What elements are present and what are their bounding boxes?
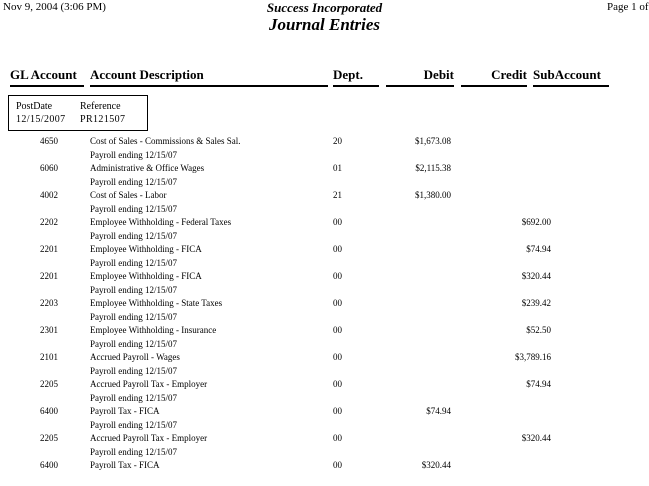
entry-account: 2203 <box>40 298 58 308</box>
entry-account: 2205 <box>40 433 58 443</box>
entry-dept: 01 <box>333 163 342 173</box>
entry-description: Employee Withholding - Federal Taxes <box>90 217 232 227</box>
reference-value: PR121507 <box>80 114 126 125</box>
journal-entry-row <box>0 405 649 432</box>
entry-description: Employee Withholding - State Taxes <box>90 298 223 308</box>
post-date-label: PostDate <box>16 101 53 112</box>
entry-account: 2301 <box>40 325 58 335</box>
entry-account: 4002 <box>40 190 58 200</box>
entry-description: Employee Withholding - Insurance <box>90 325 217 335</box>
entry-memo: Payroll ending 12/15/07 <box>90 177 177 187</box>
entry-description: Cost of Sales - Commissions & Sales Sal. <box>90 136 241 146</box>
journal-entry-row <box>0 459 649 486</box>
entry-debit: $74.94 <box>426 406 451 416</box>
journal-entry-row <box>0 432 649 459</box>
entry-credit: $239.42 <box>521 298 551 308</box>
journal-entry-row <box>0 324 649 351</box>
entry-account: 6400 <box>40 406 58 416</box>
entry-description: Administrative & Office Wages <box>90 163 205 173</box>
entry-description: Employee Withholding - FICA <box>90 271 202 281</box>
entry-dept: 00 <box>333 352 342 362</box>
entry-dept: 00 <box>333 244 342 254</box>
column-header-subaccount: SubAccount <box>533 67 609 87</box>
column-header-debit: Debit <box>386 67 454 87</box>
entry-description: Payroll Tax - FICA <box>90 460 160 470</box>
report-title: Journal Entries <box>268 15 380 34</box>
entry-credit: $320.44 <box>521 433 551 443</box>
entry-credit: $52.50 <box>526 325 551 335</box>
journal-entry-row <box>0 243 649 270</box>
journal-entry-row <box>0 351 649 378</box>
entry-account: 2201 <box>40 271 58 281</box>
entry-memo: Payroll ending 12/15/07 <box>90 420 177 430</box>
entry-credit: $692.00 <box>521 217 551 227</box>
entry-credit: $74.94 <box>526 244 551 254</box>
entry-description: Accrued Payroll Tax - Employer <box>90 433 208 443</box>
column-header-dept: Dept. <box>333 67 379 87</box>
entry-account: 6060 <box>40 163 58 173</box>
entry-debit: $1,673.08 <box>415 136 451 146</box>
entry-description: Employee Withholding - FICA <box>90 244 202 254</box>
entry-debit: $320.44 <box>421 460 451 470</box>
print-date: Nov 9, 2004 (3:06 PM) <box>3 1 106 13</box>
entry-memo: Payroll ending 12/15/07 <box>90 366 177 376</box>
entry-memo: Payroll ending 12/15/07 <box>90 231 177 241</box>
entry-memo: Payroll ending 12/15/07 <box>90 150 177 160</box>
entry-account: 2202 <box>40 217 58 227</box>
entry-dept: 00 <box>333 298 342 308</box>
entry-description: Cost of Sales - Labor <box>90 190 167 200</box>
journal-entry-row <box>0 297 649 324</box>
company-name: Success Incorporated <box>266 0 383 15</box>
journal-entry-row <box>0 270 649 297</box>
journal-entry-row <box>0 189 649 216</box>
entry-account: 6400 <box>40 460 58 470</box>
entry-dept: 00 <box>333 217 342 227</box>
entry-memo: Payroll ending 12/15/07 <box>90 339 177 349</box>
entry-dept: 00 <box>333 460 342 470</box>
column-header-credit: Credit <box>461 67 527 87</box>
entry-account: 4650 <box>40 136 58 146</box>
entry-memo: Payroll ending 12/15/07 <box>90 204 177 214</box>
entry-dept: 00 <box>333 271 342 281</box>
journal-entry-row <box>0 135 649 162</box>
entry-credit: $74.94 <box>526 379 551 389</box>
journal-entry-row <box>0 216 649 243</box>
entry-debit: $1,380.00 <box>415 190 451 200</box>
entry-dept: 00 <box>333 406 342 416</box>
entry-description: Accrued Payroll Tax - Employer <box>90 379 208 389</box>
entry-credit: $3,789.16 <box>515 352 551 362</box>
entry-debit: $2,115.38 <box>415 163 451 173</box>
column-header-gl-account: GL Account <box>10 67 84 87</box>
entry-description: Payroll Tax - FICA <box>90 406 160 416</box>
entry-account: 2201 <box>40 244 58 254</box>
entry-memo: Payroll ending 12/15/07 <box>90 285 177 295</box>
column-header-account-description: Account Description <box>90 67 328 87</box>
entry-dept: 21 <box>333 190 342 200</box>
entry-memo: Payroll ending 12/15/07 <box>90 258 177 268</box>
entry-memo: Payroll ending 12/15/07 <box>90 393 177 403</box>
entry-memo: Payroll ending 12/15/07 <box>90 312 177 322</box>
journal-entry-row <box>0 162 649 189</box>
journal-entry-row <box>0 378 649 405</box>
entry-memo: Payroll ending 12/15/07 <box>90 447 177 457</box>
entry-dept: 00 <box>333 379 342 389</box>
entry-account: 2101 <box>40 352 58 362</box>
batch-header-box <box>8 95 148 131</box>
entry-dept: 20 <box>333 136 342 146</box>
entry-credit: $320.44 <box>521 271 551 281</box>
entry-dept: 00 <box>333 433 342 443</box>
reference-label: Reference <box>80 101 121 112</box>
entry-account: 2205 <box>40 379 58 389</box>
page-number: Page 1 of <box>607 1 649 13</box>
entry-dept: 00 <box>333 325 342 335</box>
post-date-value: 12/15/2007 <box>16 114 66 125</box>
entry-description: Accrued Payroll - Wages <box>90 352 180 362</box>
